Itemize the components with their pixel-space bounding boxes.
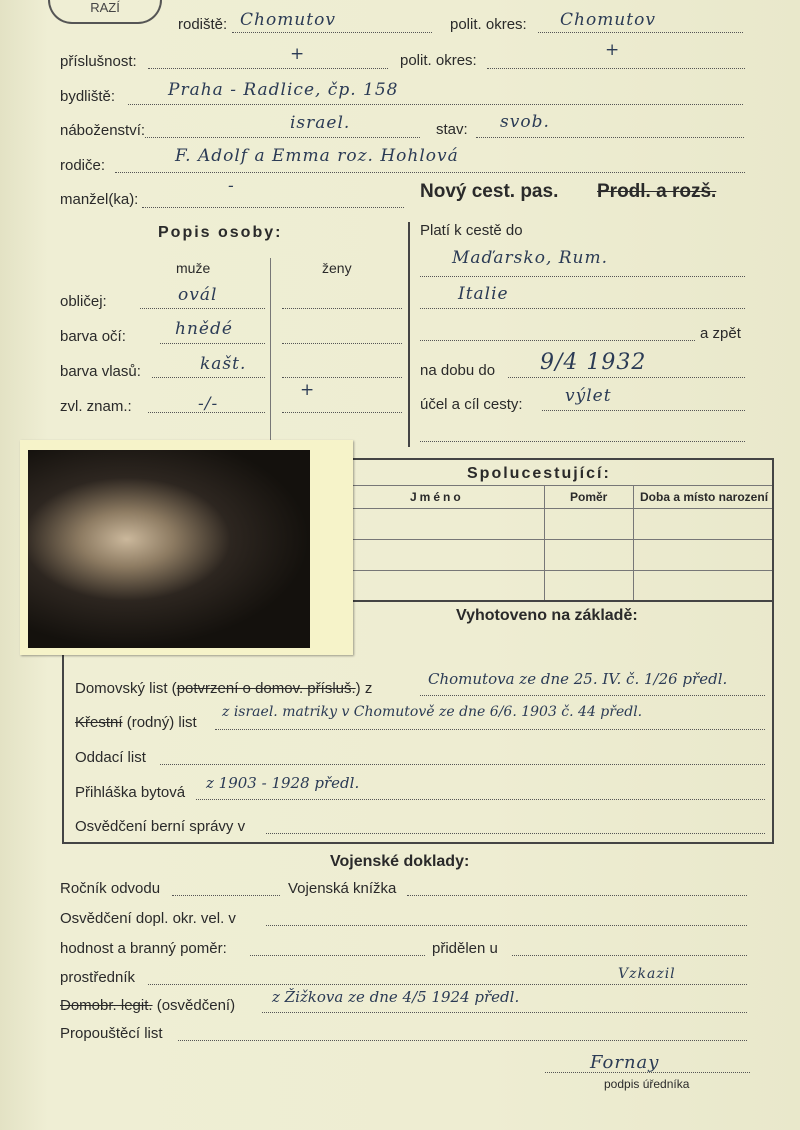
polit-okres-value: Chomutov <box>560 10 656 30</box>
na-dobu-line <box>508 377 745 378</box>
domobr-extra: Vzkazil <box>618 966 676 982</box>
podpis-line <box>545 1072 750 1073</box>
barva-vlasu-label: barva vlasů: <box>60 363 141 380</box>
pridelen-line <box>512 955 747 956</box>
plati-line-2 <box>420 308 745 309</box>
domovsky-text: Domovský list ( <box>75 680 177 697</box>
passport-extension-label: Prodl. a rozš. <box>597 181 717 202</box>
domobr-label <box>60 997 235 1015</box>
manzel-line <box>142 207 404 208</box>
prislusnost-line <box>148 68 388 69</box>
krestni-value: z israel. matriky v Chomutově ze dne 6/6. 1903 č. 44 předl. <box>222 704 643 720</box>
rubber-stamp <box>48 0 162 24</box>
na-dobu-value: 9/4 1932 <box>540 350 647 375</box>
passport-new-label: Nový cest. pas. <box>420 181 559 202</box>
krestni-strike: Křestní <box>75 714 123 731</box>
na-dobu-label: na dobu do <box>420 362 496 379</box>
hodnost-line <box>250 955 425 956</box>
domovsky-list-label <box>75 680 372 698</box>
plati-line-1 <box>420 276 745 277</box>
vyhotoveno-bottom-border <box>62 842 774 844</box>
stamp-text: RAZÍ <box>90 0 120 15</box>
domovsky-value: Chomutova ze dne 25. IV. č. 1/26 předl. <box>428 670 728 688</box>
rodice-value: F. Adolf a Emma roz. Hohlová <box>175 146 459 166</box>
popis-zeny-header: ženy <box>322 260 352 276</box>
ucel-value: výlet <box>565 386 612 406</box>
rodice-label: rodiče: <box>60 157 106 174</box>
krestni-line <box>215 729 765 730</box>
barva-oci-label: barva očí: <box>60 328 126 345</box>
a-zpet-label: a zpět <box>700 325 741 342</box>
oddaci-label: Oddací list <box>75 749 146 766</box>
knizka-line <box>407 895 747 896</box>
popis-title: Popis osoby: <box>158 224 283 241</box>
domobr-value: z Žižkova ze dne 4/5 1924 předl. <box>272 988 520 1006</box>
ucel-label: účel a cíl cesty: <box>420 396 523 413</box>
prislusnost-label: příslušnost: <box>60 53 137 70</box>
domobr-text: (osvědčení) <box>152 997 236 1014</box>
rodiste-value: Chomutov <box>240 10 336 30</box>
spolu-col-doba: Doba a místo narození <box>640 490 769 504</box>
signature: Fornay <box>590 1052 660 1073</box>
barva-vlasu-zeny-line <box>282 377 402 378</box>
polit-okres2-value: + <box>605 40 621 60</box>
polit-okres2-label: polit. okres: <box>400 52 477 69</box>
hodnost-label: hodnost a branný poměr: <box>60 940 227 957</box>
propousteci-line <box>178 1040 747 1041</box>
barva-oci-value: hnědé <box>175 319 233 339</box>
trip-divider <box>408 222 410 447</box>
vyhotoveno-title: Vyhotoveno na základě: <box>456 607 638 624</box>
prislusnost-value: + <box>290 44 306 64</box>
left-border <box>62 655 64 843</box>
rodiste-label: rodiště: <box>178 16 228 33</box>
spolu-col-pomer: Poměr <box>570 490 608 504</box>
barva-vlasu-line <box>152 377 265 378</box>
barva-oci-line <box>160 343 265 344</box>
bydliste-line <box>128 104 743 105</box>
zvl-znam-value: -/- <box>198 394 219 414</box>
rodiste-line <box>232 32 432 33</box>
spolu-bottom-border <box>352 600 774 602</box>
oblicej-zeny-line <box>282 308 402 309</box>
zvl-znam-label: zvl. znam.: <box>60 398 132 415</box>
plati-value-1: Maďarsko, Rum. <box>452 248 609 268</box>
domovsky-line <box>420 695 765 696</box>
spolu-top-border <box>352 458 774 460</box>
popis-muze-header: muže <box>176 260 211 276</box>
spolu-col-div-1 <box>544 486 545 600</box>
dopl-line <box>266 925 747 926</box>
oblicej-line <box>140 308 265 309</box>
manzel-value: - <box>228 176 235 196</box>
barva-vlasu-value: kašt. <box>200 354 247 374</box>
spolu-row-2 <box>352 570 772 571</box>
domovsky-strike: potvrzení o domov. přísluš. <box>176 680 356 697</box>
spolu-header-rule <box>352 508 772 509</box>
prostrednik-label: prostředník <box>60 969 136 986</box>
rocnik-label: Ročník odvodu <box>60 880 161 897</box>
podpis-label: podpis úředníka <box>604 1077 690 1091</box>
zvl-znam-zeny-line <box>282 412 402 413</box>
stav-line <box>476 137 744 138</box>
oddaci-line <box>160 764 765 765</box>
popis-divider <box>270 258 271 440</box>
polit-okres-line <box>538 32 743 33</box>
ucel-line <box>542 410 745 411</box>
nabozenstvi-value: israel. <box>290 113 351 133</box>
prihlaska-value: z 1903 - 1928 předl. <box>206 774 360 792</box>
spolu-title: Spolucestující: <box>467 465 611 482</box>
prostrednik-line <box>148 984 747 985</box>
osvedceni-berni-label: Osvědčení berní správy v <box>75 818 246 835</box>
vojenske-title: Vojenské doklady: <box>330 853 470 870</box>
a-zpet-line <box>420 340 695 341</box>
photo-card <box>20 440 353 655</box>
polit-okres-label: polit. okres: <box>450 16 527 33</box>
right-border <box>772 458 774 842</box>
spolu-row-1 <box>352 539 772 540</box>
nabozenstvi-label: náboženství: <box>60 122 146 139</box>
polit-okres2-line <box>487 68 745 69</box>
plati-value-2: Italie <box>458 284 509 304</box>
spolu-col-div-2 <box>633 486 634 600</box>
osvedceni-berni-line <box>266 833 765 834</box>
bydliste-value: Praha - Radlice, čp. 158 <box>168 80 399 100</box>
spolu-col-jmeno: Jméno <box>410 490 464 504</box>
barva-oci-zeny-line <box>282 343 402 344</box>
prihlaska-line <box>196 799 765 800</box>
krestni-list-label <box>75 714 197 732</box>
stav-value: svob. <box>500 112 550 132</box>
knizka-label: Vojenská knížka <box>288 880 397 897</box>
portrait-photo <box>28 450 310 648</box>
propousteci-label: Propouštěcí list <box>60 1025 163 1042</box>
pridelen-label: přidělen u <box>432 940 498 957</box>
bydliste-label: bydliště: <box>60 88 116 105</box>
manzel-label: manžel(ka): <box>60 191 139 208</box>
rodice-line <box>115 172 745 173</box>
oblicej-label: obličej: <box>60 293 107 310</box>
prihlaska-label: Přihláška bytová <box>75 784 186 801</box>
oblicej-value: ovál <box>178 285 218 305</box>
nabozenstvi-line <box>145 137 420 138</box>
trip-extra-line <box>420 441 745 442</box>
plati-label: Platí k cestě do <box>420 222 523 239</box>
spolu-title-rule <box>352 485 772 486</box>
krestni-text: (rodný) list <box>122 714 197 731</box>
domobr-line <box>262 1012 747 1013</box>
rocnik-line <box>172 895 280 896</box>
domovsky-tail: ) z <box>355 680 373 697</box>
dopl-label: Osvědčení dopl. okr. vel. v <box>60 910 236 927</box>
stav-label: stav: <box>436 121 468 138</box>
zeny-zvl-value: + <box>300 380 316 400</box>
domobr-strike: Domobr. legit. <box>60 997 153 1014</box>
